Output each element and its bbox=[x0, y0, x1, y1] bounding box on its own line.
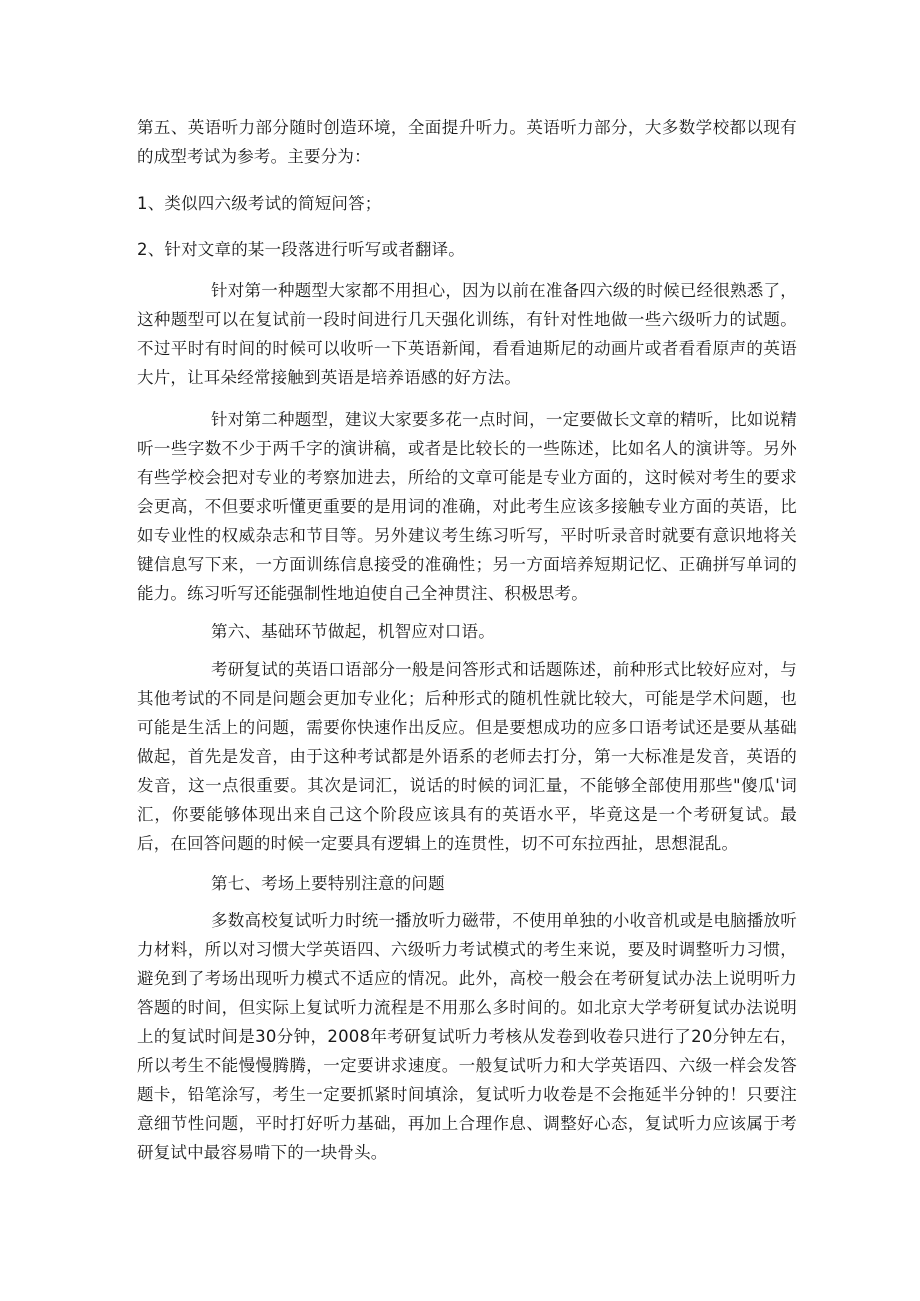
paragraph-oral-english: 考研复试的英语口语部分一般是问答形式和话题陈述，前种形式比较好应对，与其他考试的不同是问题会更加专业化；后种形式的随机性就比较大，可能是学术问题，也可能是生活上的问题，需要你快速作出反应。但是要想成功的应多口语考试还是要从基础做起，首先是发音，由于这种考试都是外语系的老师去打分，第一大标准是发音，英语的发音，这一点很重要。其次是词汇，说话的时候的词汇量，不能够全部使用那些"傻瓜'词汇，你要能够体现出来自己这个阶段应该具有的英语水平，毕竟这是一个考研复试。最后，在回答问题的时候一定要具有逻辑上的连贯性，切不可东拉西扯，思想混乱。 bbox=[137, 660, 797, 853]
paragraph-type-2-advice: 针对第二种题型，建议大家要多花一点时间，一定要做长文章的精听，比如说精听一些字数不少于两千字的演讲稿，或者是比较长的一些陈述，比如名人的演讲等。另外有些学校会把对专业的考察加进去，所给的文章可能是专业方面的，这时候对考生的要求会更高，不但要求听懂更重要的是用词的准确，对此考生应该多接触专业方面的英语，比如专业性的权威杂志和节目等。另外建议考生练习听写，平时听录音时就要有意识地将关键信息写下来，一方面训练信息接受的准确性；另一方面培养短期记忆、正确拼写单词的能力。练习听写还能强制性地迫使自己全神贯注、积极思考。 bbox=[137, 410, 797, 603]
paragraph-section-6-heading: 第六、基础环节做起，机智应对口语。 bbox=[211, 622, 495, 641]
paragraph-item-1: 1、类似四六级考试的简短问答； bbox=[137, 194, 382, 213]
paragraph-item-2: 2、针对文章的某一段落进行听写或者翻译。 bbox=[137, 240, 465, 259]
paragraph-listening-exam: 多数高校复试听力时统一播放听力磁带，不使用单独的小收音机或是电脑播放听力材料，所以对习惯大学英语四、六级听力考试模式的考生来说，要及时调整听力习惯，避免到了考场出现听力模式不适应的情况。此外，高校一般会在考研复试办法上说明听力答题的时间，但实际上复试听力流程是不用那么多时间的。如北京大学考研复试办法说明上的复试时间是30分钟，2008年考研复试听力考核从发卷到收卷只进行了20分钟左右，所以考生不能慢慢腾腾，一定要讲求速度。一般复试听力和大学英语四、六级一样会发答题卡，铅笔涂写，考生一定要抓紧时间填涂，复试听力收卷是不会拖延半分钟的！只要注意细节性问题，平时打好听力基础，再加上合理作息、调整好心态，复试听力应该属于考研复试中最容易啃下的一块骨头。 bbox=[137, 911, 797, 1162]
paragraph-type-1-advice: 针对第一种题型大家都不用担心，因为以前在准备四六级的时候已经很熟悉了，这种题型可以在复试前一段时间进行几天强化训练，有针对性地做一些六级听力的试题。不过平时有时间的时候可以收听一下英语新闻，看看迪斯尼的动画片或者看看原声的英语大片，让耳朵经常接触到英语是培养语感的好方法。 bbox=[137, 281, 797, 387]
paragraph-section-7-heading: 第七、考场上要特别注意的问题 bbox=[211, 874, 445, 893]
paragraph-section-5-heading: 第五、英语听力部分随时创造环境，全面提升听力。英语听力部分，大多数学校都以现有的成型考试为参考。主要分为： bbox=[137, 118, 797, 166]
